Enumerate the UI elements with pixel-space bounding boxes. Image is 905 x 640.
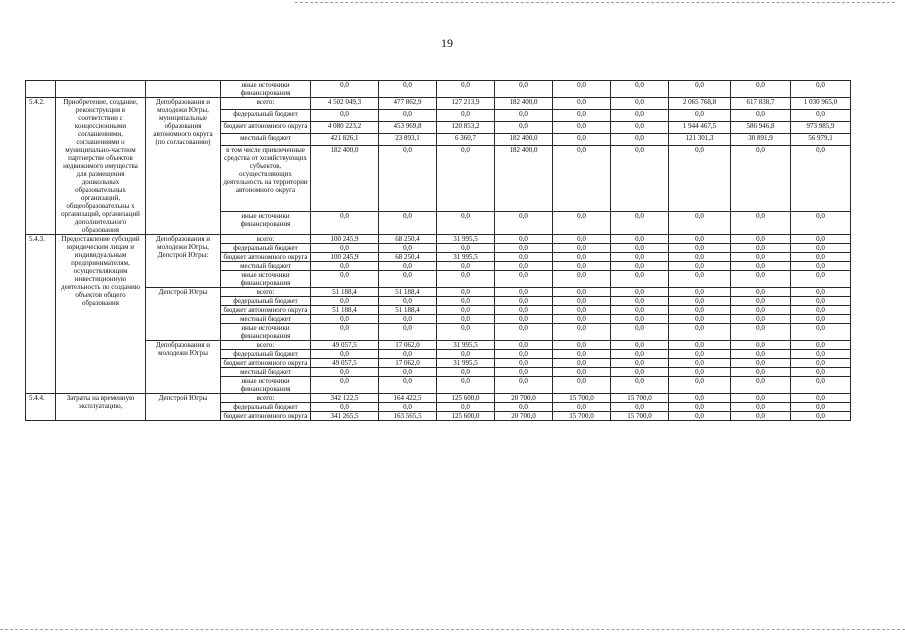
value-cell: 0,0 [437,368,495,377]
value-cell: 0,0 [553,98,611,110]
value-cell: 0,0 [437,212,495,235]
value-cell: 0,0 [495,297,553,306]
funding-source-cell: местный бюджет [221,134,311,146]
value-cell: 17 062,0 [379,341,437,350]
table-row [26,288,851,297]
value-cell: 0,0 [553,134,611,146]
value-cell: 0,0 [379,146,437,212]
value-cell: 0,0 [669,359,731,368]
value-cell: 0,0 [731,110,791,122]
section-name: Приобретение, создание, реконструкция в соответствии с концессионными соглашениями, соглашениями о муниципально-частном партнерстве объектов недвижимого имущества для размещения дошкольных образовательных организаций, общеобразовательны х организаций, организаций дополнительного образования [56,98,146,235]
funding-source-cell: бюджет автономного округа [221,359,311,368]
value-cell: 0,0 [611,81,669,98]
value-cell: 0,0 [669,377,731,394]
value-cell: 0,0 [791,212,851,235]
value-cell: 0,0 [611,341,669,350]
value-cell: 0,0 [553,271,611,288]
value-cell: 421 826,1 [311,134,379,146]
funding-source-cell: в том числе привлеченные средства от хозяйствующих субъектов, осуществляющих деятельность на территории автономного округа [221,146,311,212]
value-cell: 31 995,5 [437,359,495,368]
code-cell [26,81,56,98]
value-cell: 0,0 [553,341,611,350]
value-cell: 0,0 [495,359,553,368]
value-cell: 0,0 [611,359,669,368]
value-cell: 0,0 [379,377,437,394]
funding-source-cell: иные источники финансирования [221,271,311,288]
value-cell: 0,0 [791,297,851,306]
value-cell: 0,0 [669,288,731,297]
section-name: Затраты на временную эксплуатацию, [56,394,146,421]
value-cell: 0,0 [611,262,669,271]
value-cell: 0,0 [495,315,553,324]
value-cell: 0,0 [731,146,791,212]
value-cell: 0,0 [791,403,851,412]
funding-source-cell: иные источники финансирования [221,81,311,98]
value-cell: 0,0 [553,324,611,341]
executor-cell: Депстрой Югры [146,288,221,341]
value-cell: 31 995,5 [437,235,495,244]
value-cell: 0,0 [553,262,611,271]
value-cell: 0,0 [311,244,379,253]
value-cell: 0,0 [731,315,791,324]
value-cell: 0,0 [669,110,731,122]
table-row [26,98,851,110]
value-cell: 0,0 [379,368,437,377]
value-cell: 0,0 [669,146,731,212]
funding-source-cell: иные источники финансирования [221,324,311,341]
value-cell: 182 400,0 [495,146,553,212]
executor-cell: Депобразования и молодежи Югры, муниципальные образования автономного округа (по согласованию) [146,98,221,235]
value-cell: 341 265,5 [311,412,379,421]
value-cell: 0,0 [669,324,731,341]
value-cell: 0,0 [311,368,379,377]
value-cell: 0,0 [553,297,611,306]
value-cell: 0,0 [731,306,791,315]
budget-table [25,80,851,421]
value-cell: 15 700,0 [611,412,669,421]
value-cell: 0,0 [669,244,731,253]
value-cell: 0,0 [495,262,553,271]
value-cell: 0,0 [611,306,669,315]
funding-source-cell: местный бюджет [221,262,311,271]
value-cell: 120 853,2 [437,122,495,134]
value-cell: 49 057,5 [311,341,379,350]
value-cell: 0,0 [791,244,851,253]
executor-cell: Депобразования и молодежи Югры, Депстрой Югры: [146,235,221,288]
value-cell: 453 969,8 [379,122,437,134]
value-cell: 0,0 [669,341,731,350]
value-cell: 0,0 [311,297,379,306]
value-cell: 0,0 [611,368,669,377]
value-cell: 0,0 [731,394,791,403]
funding-source-cell: бюджет автономного округа [221,253,311,262]
funding-source-cell: местный бюджет [221,315,311,324]
value-cell: 20 700,0 [495,412,553,421]
value-cell: 0,0 [379,403,437,412]
value-cell: 0,0 [379,271,437,288]
value-cell: 0,0 [311,315,379,324]
value-cell: 0,0 [437,306,495,315]
section-name: Предоставление субсидий юридическим лицам и индивидуальным предпринимателям, осуществляющим инвестиционную деятельность по созданию объектов общего образования [56,235,146,394]
value-cell: 0,0 [791,235,851,244]
value-cell: 0,0 [311,403,379,412]
value-cell: 49 057,5 [311,359,379,368]
value-cell: 0,0 [731,341,791,350]
value-cell: 51 188,4 [311,306,379,315]
value-cell: 31 995,5 [437,341,495,350]
value-cell: 0,0 [311,212,379,235]
value-cell: 0,0 [669,81,731,98]
value-cell: 0,0 [553,359,611,368]
value-cell: 617 838,7 [731,98,791,110]
value-cell: 0,0 [669,394,731,403]
value-cell: 0,0 [791,110,851,122]
value-cell: 0,0 [553,350,611,359]
value-cell: 0,0 [611,377,669,394]
value-cell: 0,0 [611,110,669,122]
value-cell: 0,0 [311,271,379,288]
value-cell: 0,0 [669,306,731,315]
funding-source-cell: бюджет автономного округа [221,122,311,134]
value-cell: 0,0 [379,212,437,235]
value-cell: 0,0 [731,412,791,421]
value-cell: 477 862,9 [379,98,437,110]
value-cell: 0,0 [379,350,437,359]
section-code: 5.4.4. [26,394,56,421]
value-cell: 0,0 [495,253,553,262]
value-cell: 100 245,9 [311,253,379,262]
value-cell: 0,0 [731,403,791,412]
value-cell: 0,0 [495,235,553,244]
value-cell: 0,0 [437,297,495,306]
value-cell: 0,0 [437,81,495,98]
value-cell: 0,0 [495,122,553,134]
value-cell: 0,0 [791,350,851,359]
value-cell: 0,0 [731,262,791,271]
value-cell: 0,0 [791,412,851,421]
value-cell: 0,0 [379,110,437,122]
value-cell: 0,0 [731,253,791,262]
value-cell: 0,0 [553,122,611,134]
value-cell: 0,0 [437,377,495,394]
value-cell: 0,0 [669,350,731,359]
value-cell: 0,0 [495,324,553,341]
value-cell: 0,0 [791,81,851,98]
funding-source-cell: федеральный бюджет [221,297,311,306]
value-cell: 0,0 [791,315,851,324]
value-cell: 163 565,5 [379,412,437,421]
funding-source-cell: федеральный бюджет [221,110,311,122]
funding-source-cell: всего: [221,98,311,110]
value-cell: 15 700,0 [553,394,611,403]
value-cell: 0,0 [437,146,495,212]
value-cell: 0,0 [437,271,495,288]
section-code: 5.4.3. [26,235,56,394]
value-cell: 0,0 [495,212,553,235]
value-cell: 100 245,9 [311,235,379,244]
value-cell: 15 700,0 [611,394,669,403]
value-cell: 0,0 [311,324,379,341]
value-cell: 0,0 [791,324,851,341]
value-cell: 0,0 [669,403,731,412]
value-cell: 0,0 [791,359,851,368]
value-cell: 0,0 [731,359,791,368]
value-cell: 121 301,3 [669,134,731,146]
value-cell: 0,0 [611,315,669,324]
value-cell: 0,0 [495,377,553,394]
value-cell: 0,0 [669,262,731,271]
value-cell: 68 250,4 [379,253,437,262]
value-cell: 0,0 [731,368,791,377]
value-cell: 0,0 [311,377,379,394]
value-cell: 0,0 [791,271,851,288]
name-cell [56,81,146,98]
scan-top-rule [295,2,895,3]
value-cell: 0,0 [495,81,553,98]
value-cell: 0,0 [791,306,851,315]
value-cell: 0,0 [553,377,611,394]
value-cell: 0,0 [791,341,851,350]
value-cell: 0,0 [791,288,851,297]
value-cell: 127 213,9 [437,98,495,110]
value-cell: 23 893,1 [379,134,437,146]
value-cell: 0,0 [495,244,553,253]
value-cell: 586 946,8 [731,122,791,134]
value-cell: 0,0 [553,403,611,412]
value-cell: 0,0 [611,350,669,359]
value-cell: 0,0 [669,297,731,306]
funding-source-cell: всего: [221,235,311,244]
value-cell: 0,0 [495,341,553,350]
value-cell: 0,0 [731,324,791,341]
value-cell: 0,0 [553,235,611,244]
value-cell: 4 502 049,3 [311,98,379,110]
value-cell: 2 065 768,8 [669,98,731,110]
value-cell: 0,0 [495,110,553,122]
value-cell: 0,0 [553,81,611,98]
value-cell: 0,0 [611,271,669,288]
value-cell: 0,0 [611,98,669,110]
value-cell: 1 030 965,0 [791,98,851,110]
executor-cell: Депстрой Югры [146,394,221,421]
value-cell: 125 600,0 [437,412,495,421]
value-cell: 0,0 [731,377,791,394]
value-cell: 0,0 [379,315,437,324]
funding-source-cell: федеральный бюджет [221,403,311,412]
value-cell: 0,0 [731,271,791,288]
value-cell: 125 600,0 [437,394,495,403]
funding-source-cell: местный бюджет [221,368,311,377]
value-cell: 0,0 [437,403,495,412]
value-cell: 0,0 [731,212,791,235]
value-cell: 0,0 [379,262,437,271]
value-cell: 0,0 [437,262,495,271]
value-cell: 0,0 [669,212,731,235]
value-cell: 0,0 [553,253,611,262]
value-cell: 0,0 [553,315,611,324]
value-cell: 0,0 [437,350,495,359]
value-cell: 51 188,4 [379,288,437,297]
value-cell: 68 250,4 [379,235,437,244]
value-cell: 0,0 [611,235,669,244]
value-cell: 0,0 [495,271,553,288]
table-row [26,81,851,98]
value-cell: 164 422,5 [379,394,437,403]
funding-source-cell: бюджет автономного округа [221,306,311,315]
value-cell: 0,0 [553,212,611,235]
value-cell: 0,0 [611,244,669,253]
value-cell: 0,0 [669,271,731,288]
value-cell: 0,0 [731,81,791,98]
value-cell: 0,0 [791,394,851,403]
value-cell: 182 400,0 [495,98,553,110]
value-cell: 0,0 [311,350,379,359]
executor-cell [146,81,221,98]
value-cell: 0,0 [553,368,611,377]
value-cell: 0,0 [553,146,611,212]
value-cell: 0,0 [611,122,669,134]
value-cell: 0,0 [669,368,731,377]
value-cell: 0,0 [731,297,791,306]
funding-source-cell: федеральный бюджет [221,244,311,253]
funding-source-cell: всего: [221,288,311,297]
value-cell: 0,0 [669,412,731,421]
funding-source-cell: всего: [221,341,311,350]
value-cell: 0,0 [669,235,731,244]
table-row [26,341,851,350]
value-cell: 0,0 [553,244,611,253]
funding-source-cell: иные источники финансирования [221,212,311,235]
value-cell: 0,0 [731,235,791,244]
value-cell: 0,0 [311,110,379,122]
value-cell: 31 995,5 [437,253,495,262]
value-cell: 0,0 [553,110,611,122]
value-cell: 0,0 [791,253,851,262]
value-cell: 0,0 [379,324,437,341]
value-cell: 0,0 [611,288,669,297]
value-cell: 0,0 [611,403,669,412]
value-cell: 15 700,0 [553,412,611,421]
value-cell: 0,0 [791,377,851,394]
page-number: 19 [441,36,453,50]
value-cell: 0,0 [495,368,553,377]
value-cell: 0,0 [437,110,495,122]
value-cell: 0,0 [495,288,553,297]
value-cell: 0,0 [611,297,669,306]
value-cell: 0,0 [553,306,611,315]
value-cell: 1 944 467,5 [669,122,731,134]
value-cell: 973 985,9 [791,122,851,134]
value-cell: 0,0 [731,350,791,359]
value-cell: 6 360,7 [437,134,495,146]
value-cell: 20 700,0 [495,394,553,403]
value-cell: 0,0 [611,212,669,235]
funding-source-cell: бюджет автономного округа [221,412,311,421]
value-cell: 0,0 [731,288,791,297]
value-cell: 0,0 [379,297,437,306]
funding-source-cell: всего: [221,394,311,403]
table-row [26,394,851,403]
value-cell: 0,0 [437,288,495,297]
value-cell: 0,0 [495,403,553,412]
value-cell: 0,0 [553,288,611,297]
value-cell: 51 188,4 [379,306,437,315]
value-cell: 30 891,9 [731,134,791,146]
value-cell: 0,0 [495,306,553,315]
section-code: 5.4.2. [26,98,56,235]
value-cell: 0,0 [311,262,379,271]
value-cell: 0,0 [611,134,669,146]
funding-source-cell: федеральный бюджет [221,350,311,359]
value-cell: 0,0 [611,146,669,212]
value-cell: 0,0 [437,244,495,253]
value-cell: 0,0 [791,146,851,212]
value-cell: 0,0 [669,315,731,324]
value-cell: 51 188,4 [311,288,379,297]
value-cell: 0,0 [611,324,669,341]
value-cell: 0,0 [791,368,851,377]
value-cell: 56 979,1 [791,134,851,146]
executor-cell: Депобразования и молодежи Югры [146,341,221,394]
value-cell: 0,0 [379,81,437,98]
value-cell: 0,0 [731,244,791,253]
value-cell: 0,0 [311,81,379,98]
value-cell: 0,0 [611,253,669,262]
scan-bottom-rule [0,629,905,630]
value-cell: 0,0 [669,253,731,262]
value-cell: 0,0 [379,244,437,253]
table-row [26,235,851,244]
value-cell: 0,0 [495,350,553,359]
value-cell: 0,0 [437,324,495,341]
value-cell: 182 400,0 [495,134,553,146]
value-cell: 4 080 223,2 [311,122,379,134]
value-cell: 0,0 [791,262,851,271]
value-cell: 17 062,0 [379,359,437,368]
value-cell: 182 400,0 [311,146,379,212]
value-cell: 0,0 [437,315,495,324]
value-cell: 342 122,5 [311,394,379,403]
funding-source-cell: иные источники финансирования [221,377,311,394]
